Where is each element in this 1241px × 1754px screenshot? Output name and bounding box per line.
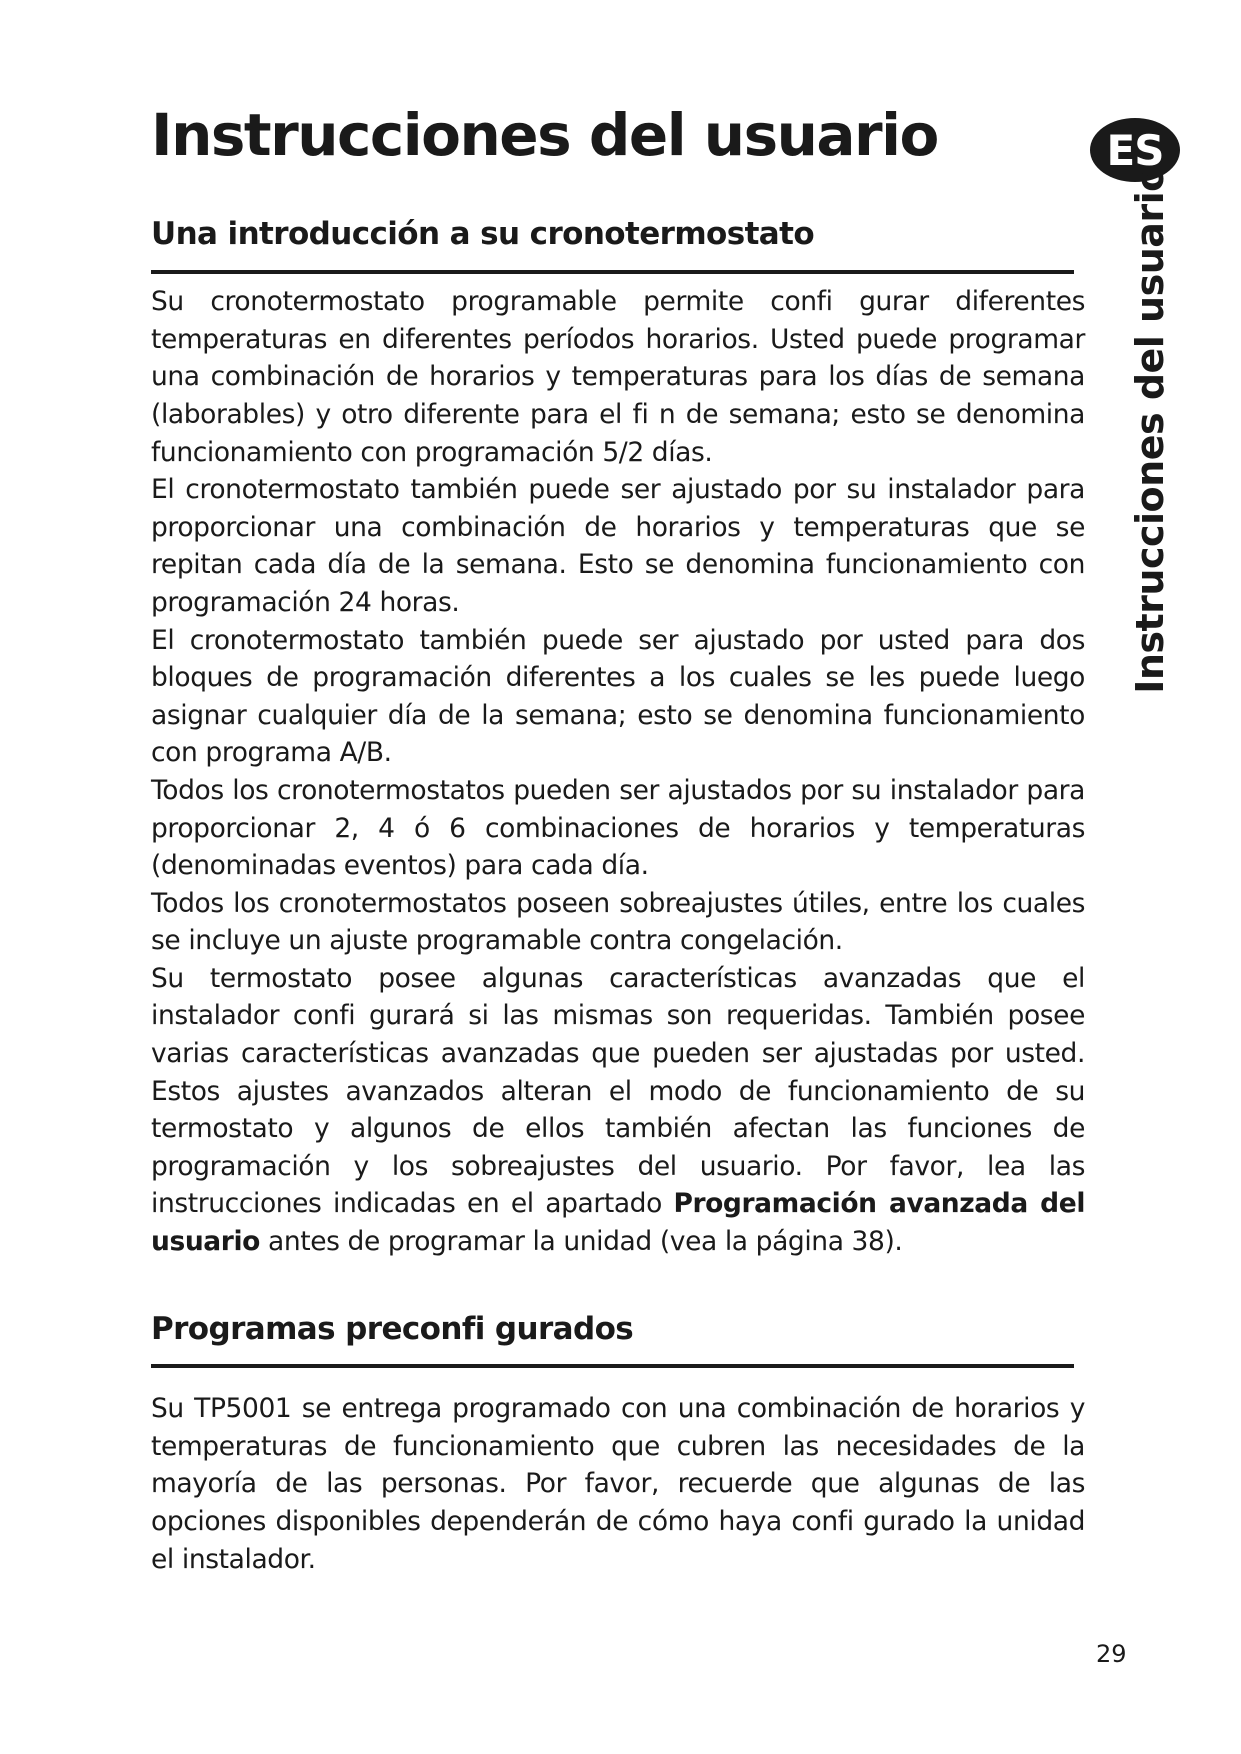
preconfigured-body (151, 1390, 1085, 1578)
preconfigured-paragraph: Su TP5001 se entrega programado con una combinación de horarios y temperaturas de funcionamiento que cubren las necesidades de la mayoría de las personas. Por favor, recuerde que algunas de las opciones disponibles dependerán de cómo haya confi gurado la unidad el instalador. (151, 1393, 1085, 1575)
language-badge: ES (1090, 118, 1180, 182)
preconfigured-heading-rule (151, 1364, 1074, 1368)
intro-section (151, 216, 1085, 1261)
preconfigured-section (151, 1311, 1085, 1578)
intro-heading: Una introducción a su cronotermostato (151, 216, 815, 252)
advanced-text-after: antes de programar la unidad (vea la página 38). (259, 1226, 903, 1258)
intro-paragraph: Su cronotermostato programable permite confi gurar diferentes temperaturas en diferentes períodos horarios. Usted puede programar una combinación de horarios y temperaturas para los días de semana (laborables) y otro diferente para el fi n de semana; esto se denomina funcionamiento con programación 5/2 días. (151, 286, 1085, 468)
intro-paragraph: El cronotermostato también puede ser ajustado por usted para dos bloques de programación diferentes a los cuales se les puede luego asignar cualquier día de la semana; esto se denomina funcionamiento con programa A/B. (151, 624, 1085, 769)
intro-paragraph-advanced (151, 960, 1085, 1261)
intro-paragraph: Todos los cronotermostatos poseen sobreajustes útiles, entre los cuales se incluye un ajuste programable contra congelación. (151, 887, 1085, 957)
preconfigured-heading: Programas preconfi gurados (151, 1311, 634, 1347)
page-title: Instrucciones del usuario (151, 101, 938, 169)
intro-paragraph: Todos los cronotermostatos pueden ser ajustados por su instalador para proporcionar 2, 4 ó 6 combinaciones de horarios y temperaturas (denominadas eventos) para cada día. (151, 774, 1085, 882)
advanced-programming-reference: Programación avanzada del usuario (151, 1188, 1085, 1258)
intro-paragraph: El cronotermostato también puede ser ajustado por su instalador para proporcionar una combinación de horarios y temperaturas que se repitan cada día de la semana. Esto se denomina funcionamiento con programación 24 horas. (151, 474, 1085, 618)
advanced-text-before: Su termostato posee algunas características avanzadas que el instalador confi gurará si las mismas son requeridas. También posee varias características avanzadas que pueden ser ajustadas por usted. Estos ajustes avanzados alteran el modo de funcionamiento de su termostato y algunos de ellos también afectan las funciones de programación y los sobreajustes del usuario. Por favor, lea las instrucciones indicadas en el apartado (151, 962, 1085, 1220)
page-number: 29 (1096, 1640, 1127, 1668)
side-section-tab: Instrucciones del usuario (1128, 166, 1172, 694)
intro-body (151, 283, 1085, 1260)
intro-heading-rule (151, 270, 1074, 274)
